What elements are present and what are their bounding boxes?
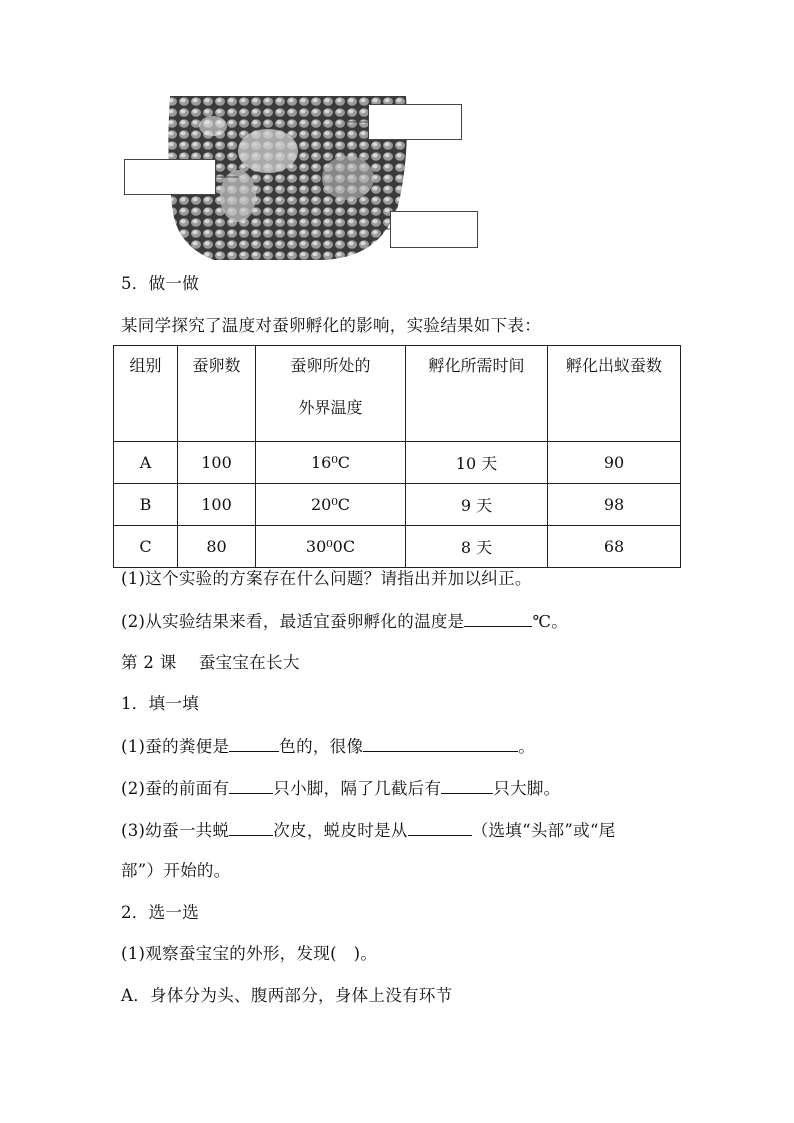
answer-blank[interactable] bbox=[363, 736, 518, 752]
answer-blank[interactable] bbox=[229, 820, 273, 836]
fill-question-1: (1)蚕的粪便是 色的，很像 。 bbox=[121, 737, 536, 756]
table-cell: 90 bbox=[548, 442, 681, 484]
experiment-table bbox=[113, 345, 681, 568]
table-cell: 98 bbox=[548, 484, 681, 526]
choose-question-1: (1)观察蚕宝宝的外形，发现( )。 bbox=[121, 944, 378, 963]
question-2: (2)从实验结果来看，最适宜蚕卵孵化的温度是 ℃。 bbox=[121, 612, 569, 631]
table-cell: 10 天 bbox=[406, 442, 548, 484]
header-cell: 组别 bbox=[114, 346, 178, 442]
option-a: A．身体分为头、腹两部分，身体上没有环节 bbox=[121, 986, 453, 1005]
table-cell: 30⁰0C bbox=[256, 526, 406, 568]
answer-blank[interactable] bbox=[464, 611, 532, 627]
blank-label-box-left[interactable] bbox=[124, 159, 216, 195]
fill-question-3-continued: 部”）开始的。 bbox=[121, 861, 231, 880]
table-cell: 100 bbox=[178, 442, 256, 484]
lesson-title: 第 2 课 蚕宝宝在长大 bbox=[121, 653, 300, 672]
table-cell: 68 bbox=[548, 526, 681, 568]
fill-question-3: (3)幼蚕一共蜕 次皮，蜕皮时是从 （选填“头部”或“尾 bbox=[121, 821, 616, 840]
table-row bbox=[114, 526, 681, 568]
table-cell: 8 天 bbox=[406, 526, 548, 568]
blank-label-box-top[interactable] bbox=[368, 104, 462, 140]
table-cell: 80 bbox=[178, 526, 256, 568]
blank-label-box-bottom[interactable] bbox=[390, 211, 478, 248]
table-cell: B bbox=[114, 484, 178, 526]
header-cell: 孵化所需时间 bbox=[406, 346, 548, 442]
table-cell: 16⁰C bbox=[256, 442, 406, 484]
table-cell: 9 天 bbox=[406, 484, 548, 526]
table-cell: 100 bbox=[178, 484, 256, 526]
table-cell: 20⁰C bbox=[256, 484, 406, 526]
question-1: (1)这个实验的方案存在什么问题？请指出并加以纠正。 bbox=[121, 569, 532, 588]
header-cell: 蚕卵数 bbox=[178, 346, 256, 442]
section-title: 5．做一做 bbox=[121, 274, 199, 293]
silkworm-eggs-figure bbox=[118, 96, 480, 260]
answer-blank[interactable] bbox=[441, 778, 493, 794]
answer-blank[interactable] bbox=[229, 778, 273, 794]
table-row bbox=[114, 442, 681, 484]
experiment-intro: 某同学探究了温度对蚕卵孵化的影响，实验结果如下表： bbox=[121, 316, 541, 335]
table-row bbox=[114, 484, 681, 526]
table-header-row bbox=[114, 346, 681, 442]
answer-blank[interactable] bbox=[408, 820, 472, 836]
header-cell: 蚕卵所处的 外界温度 bbox=[256, 346, 406, 442]
fill-question-2: (2)蚕的前面有 只小脚，隔了几截后有 只大脚。 bbox=[121, 779, 561, 798]
header-cell: 孵化出蚁蚕数 bbox=[548, 346, 681, 442]
answer-blank[interactable] bbox=[229, 736, 279, 752]
fill-section-title: 1．填一填 bbox=[121, 694, 199, 713]
table-cell: C bbox=[114, 526, 178, 568]
choose-section-title: 2．选一选 bbox=[121, 903, 199, 922]
table-cell: A bbox=[114, 442, 178, 484]
